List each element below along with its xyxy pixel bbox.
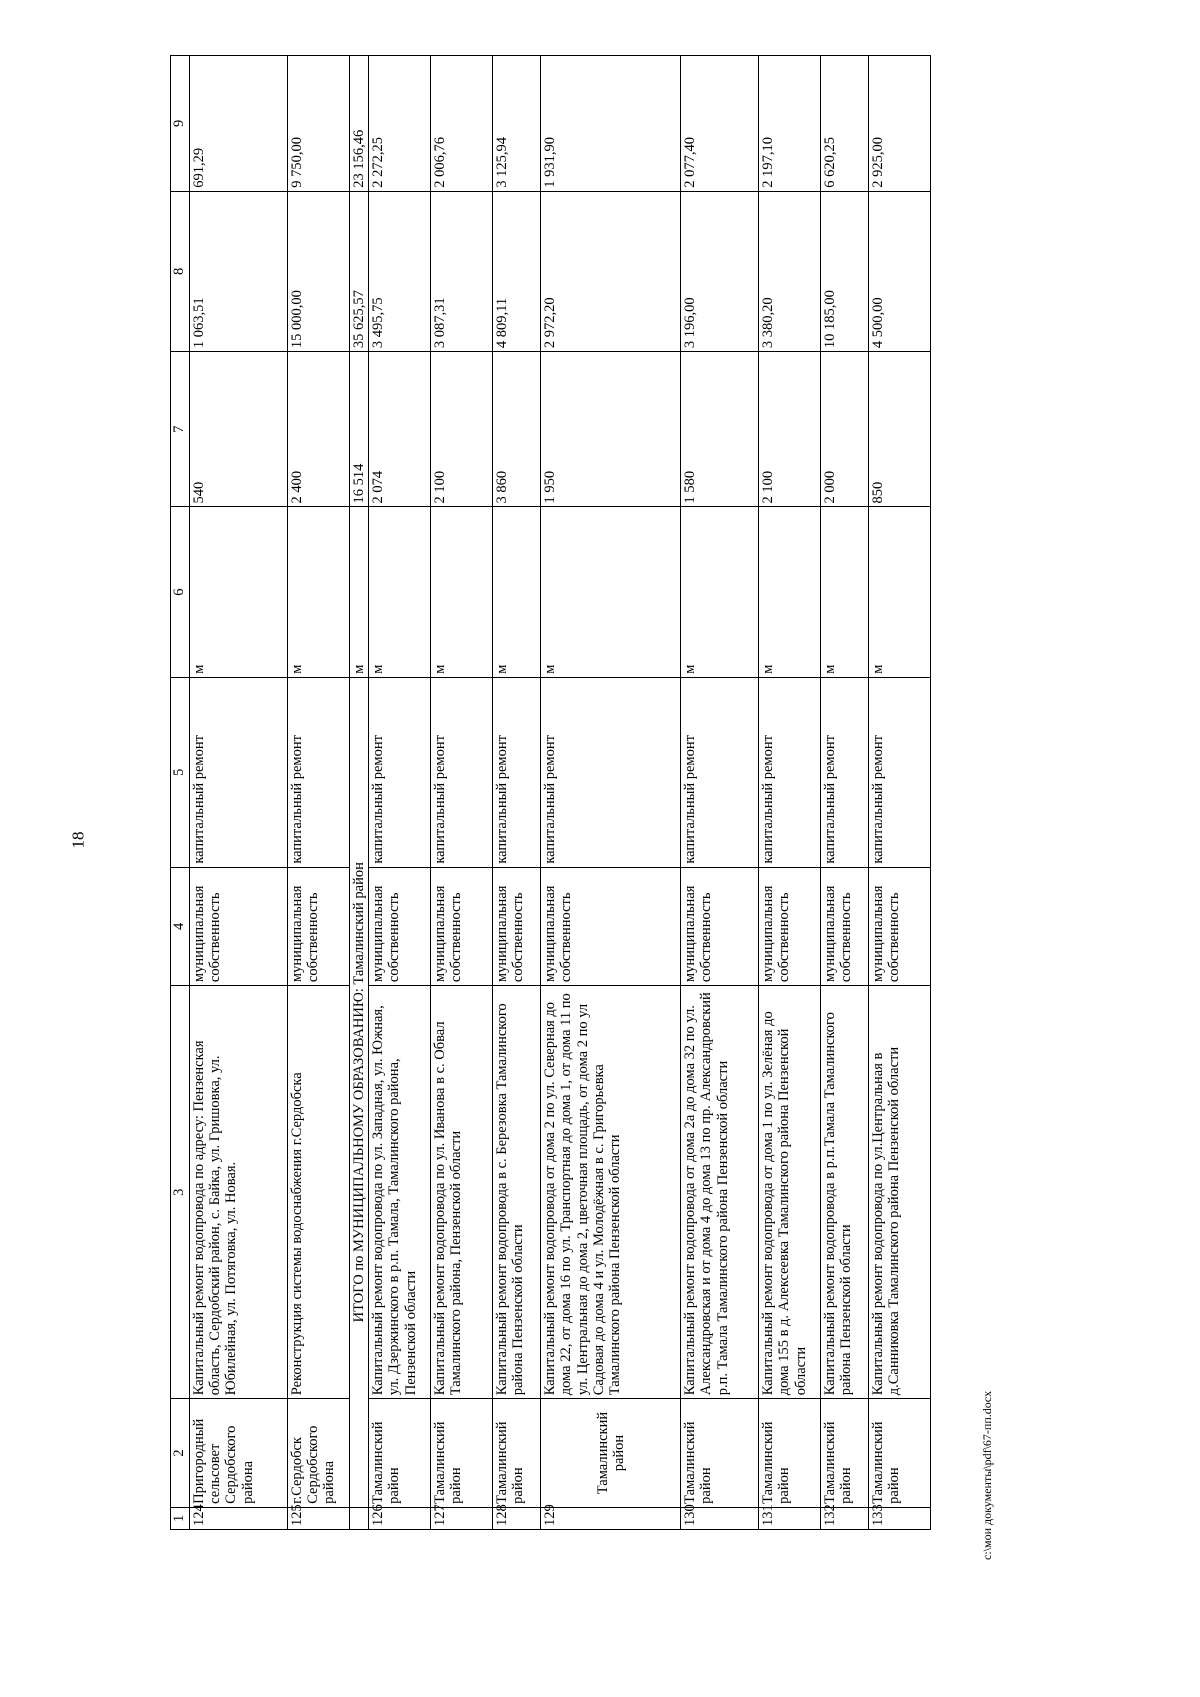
cell-amount: 3 125,94: [493, 56, 541, 192]
cell-ownership: муниципальная собственность: [869, 867, 931, 985]
table-row: [821, 56, 869, 1530]
header-cell: 1: [171, 1507, 190, 1529]
header-cell: 9: [171, 56, 190, 192]
table-row: [759, 56, 821, 1530]
cell-location: Тамалинский район: [431, 1399, 493, 1508]
cell-cost: 2 972,20: [541, 191, 681, 351]
page-number: 18: [68, 831, 88, 849]
total-label: ИТОГО по МУНИЦИПАЛЬНОМУ ОБРАЗОВАНИЮ: Тамалинский район: [350, 677, 369, 1507]
cell-work: Капитальный ремонт водопровода по ул. Западная, ул. Южная, ул. Дзержинского в р.п. Тамала, Тамалинского района, Пензенской области: [369, 986, 431, 1399]
cell-amount: 2 925,00: [869, 56, 931, 192]
cell-unit: м: [869, 507, 931, 677]
total-unit: м: [350, 507, 369, 677]
cell-location: Тамалинский район: [821, 1399, 869, 1508]
cell-cost: 10 185,00: [821, 191, 869, 351]
cell-unit: м: [821, 507, 869, 677]
cell-num: 131: [759, 1507, 821, 1529]
header-row: [171, 56, 190, 1530]
cell-unit: м: [190, 507, 288, 677]
cell-location: Тамалинский район: [681, 1399, 759, 1508]
cell-ownership: муниципальная собственность: [821, 867, 869, 985]
cell-cost: 3 087,31: [431, 191, 493, 351]
cell-type: капитальный ремонт: [288, 677, 350, 867]
cell-amount: 1 931,90: [541, 56, 681, 192]
table-row: [288, 56, 350, 1530]
cell-cost: 3 196,00: [681, 191, 759, 351]
cell-cost: 3 495,75: [369, 191, 431, 351]
cell-type: капитальный ремонт: [869, 677, 931, 867]
cell-unit: м: [288, 507, 350, 677]
cell-amount: 6 620,25: [821, 56, 869, 192]
cell-length: 540: [190, 352, 288, 507]
cell-location: Тамалинский район: [869, 1399, 931, 1508]
table-row: [369, 56, 431, 1530]
cell-length: 2 100: [759, 352, 821, 507]
cell-type: капитальный ремонт: [493, 677, 541, 867]
cell-length: 2 074: [369, 352, 431, 507]
cell-type: капитальный ремонт: [190, 677, 288, 867]
cell-amount: 9 750,00: [288, 56, 350, 192]
cell-ownership: муниципальная собственность: [288, 867, 350, 985]
cell-unit: м: [541, 507, 681, 677]
cell-work: Реконструкция системы водоснабжения г.Сердобска: [288, 986, 350, 1399]
cell-ownership: муниципальная собственность: [681, 867, 759, 985]
cell-location: Тамалинский район: [541, 1399, 681, 1508]
cell-amount: 2 077,40: [681, 56, 759, 192]
cell-length: 850: [869, 352, 931, 507]
cell-ownership: муниципальная собственность: [759, 867, 821, 985]
cell-unit: м: [493, 507, 541, 677]
cell-num: 129: [541, 1507, 681, 1529]
cell-cost: 4 500,00: [869, 191, 931, 351]
total-length: 16 514: [350, 352, 369, 507]
cell-num: 130: [681, 1507, 759, 1529]
cell-amount: 2 006,76: [431, 56, 493, 192]
cell-length: 2 400: [288, 352, 350, 507]
cell-cost: 4 809,11: [493, 191, 541, 351]
cell-amount: 2 197,10: [759, 56, 821, 192]
cell-num: 126: [369, 1507, 431, 1529]
cell-type: капитальный ремонт: [369, 677, 431, 867]
cell-unit: м: [759, 507, 821, 677]
cell-num: 125: [288, 1507, 350, 1529]
cell-length: 1 950: [541, 352, 681, 507]
cell-length: 1 580: [681, 352, 759, 507]
cell-location: Пригородный сельсовет Сердобского района: [190, 1399, 288, 1508]
cell-ownership: муниципальная собственность: [541, 867, 681, 985]
header-cell: 4: [171, 867, 190, 985]
cell-location: Тамалинский район: [759, 1399, 821, 1508]
data-table-rotated: [170, 55, 1040, 1530]
cell-unit: м: [369, 507, 431, 677]
cell-ownership: муниципальная собственность: [493, 867, 541, 985]
header-cell: 6: [171, 507, 190, 677]
cell-type: капитальный ремонт: [541, 677, 681, 867]
cell-type: капитальный ремонт: [821, 677, 869, 867]
cell-num: 127: [431, 1507, 493, 1529]
table-row: [493, 56, 541, 1530]
cell-unit: м: [681, 507, 759, 677]
cell-ownership: муниципальная собственность: [369, 867, 431, 985]
cell-num: 124: [190, 1507, 288, 1529]
cell-num: 128: [493, 1507, 541, 1529]
cell-length: 2 100: [431, 352, 493, 507]
cell-work: Капитальный ремонт водопровода от дома 2а до дома 32 по ул. Александровская и от дома 4 до дома 13 по пр. Александровский р.п. Тамала Тамалинского района Пензенской области: [681, 986, 759, 1399]
cell-work: Капитальный ремонт водопровода в р.п.Тамала Тамалинского района Пензенской области: [821, 986, 869, 1399]
data-table: [170, 55, 931, 1530]
cell-location: г.Сердобск Сердобского района: [288, 1399, 350, 1508]
total-cost: 35 625,57: [350, 191, 369, 351]
header-cell: 7: [171, 352, 190, 507]
cell-length: 2 000: [821, 352, 869, 507]
cell-work: Капитальный ремонт водопровода по адресу: Пензенская область, Сердобский район, с. Байка, ул. Гришовка, ул. Юбилейная, ул. Потяговка, ул. Новая.: [190, 986, 288, 1399]
cell-work: Капитальный ремонт водопровода от дома 2 по ул. Северная до дома 22, от дома 16 по ул. Транспортная до дома 1, от дома 11 по ул. Центральная до дома 2, цветочная площадь, от дома 2 по ул Садовая до дома 4 и ул. Молодёжная в с. Григорьевка Тамалинского района Пензенской области: [541, 986, 681, 1399]
cell-work: Капитальный ремонт водопровода по ул. Иванова в с. Обвал Тамалинского района, Пензенской области: [431, 986, 493, 1399]
cell-type: капитальный ремонт: [759, 677, 821, 867]
cell-num: 132: [821, 1507, 869, 1529]
total-row: [350, 56, 369, 1530]
cell-location: Тамалинский район: [493, 1399, 541, 1508]
cell-ownership: муниципальная собственность: [190, 867, 288, 985]
cell-length: 3 860: [493, 352, 541, 507]
table-row: [190, 56, 288, 1530]
header-cell: 3: [171, 986, 190, 1399]
header-cell: 8: [171, 191, 190, 351]
header-cell: 2: [171, 1399, 190, 1508]
cell-unit: м: [431, 507, 493, 677]
cell-cost: 15 000,00: [288, 191, 350, 351]
footer-file-path: c:\мои документы\pdf\67-пп.docx: [980, 1390, 994, 1560]
cell-amount: 691,29: [190, 56, 288, 192]
cell-work: Капитальный ремонт водопровода от дома 1 по ул. Зелёная до дома 155 в д. Алексеевка Тамалинского района Пензенской области: [759, 986, 821, 1399]
cell-location: Тамалинский район: [369, 1399, 431, 1508]
header-cell: 5: [171, 677, 190, 867]
table-row: [681, 56, 759, 1530]
cell-num: 133: [869, 1507, 931, 1529]
table-row: [431, 56, 493, 1530]
total-blank-cell: [350, 1507, 369, 1529]
table-row: [869, 56, 931, 1530]
table-row: [541, 56, 681, 1530]
cell-amount: 2 272,25: [369, 56, 431, 192]
cell-cost: 1 063,51: [190, 191, 288, 351]
total-amount: 23 156,46: [350, 56, 369, 192]
cell-type: капитальный ремонт: [431, 677, 493, 867]
cell-work: Капитальный ремонт водопровода по ул.Центральная в д.Санниковка Тамалинского района Пензенской области: [869, 986, 931, 1399]
cell-cost: 3 380,20: [759, 191, 821, 351]
cell-work: Капитальный ремонт водопровода в с. Березовка Тамалинского района Пензенской области: [493, 986, 541, 1399]
cell-type: капитальный ремонт: [681, 677, 759, 867]
cell-ownership: муниципальная собственность: [431, 867, 493, 985]
